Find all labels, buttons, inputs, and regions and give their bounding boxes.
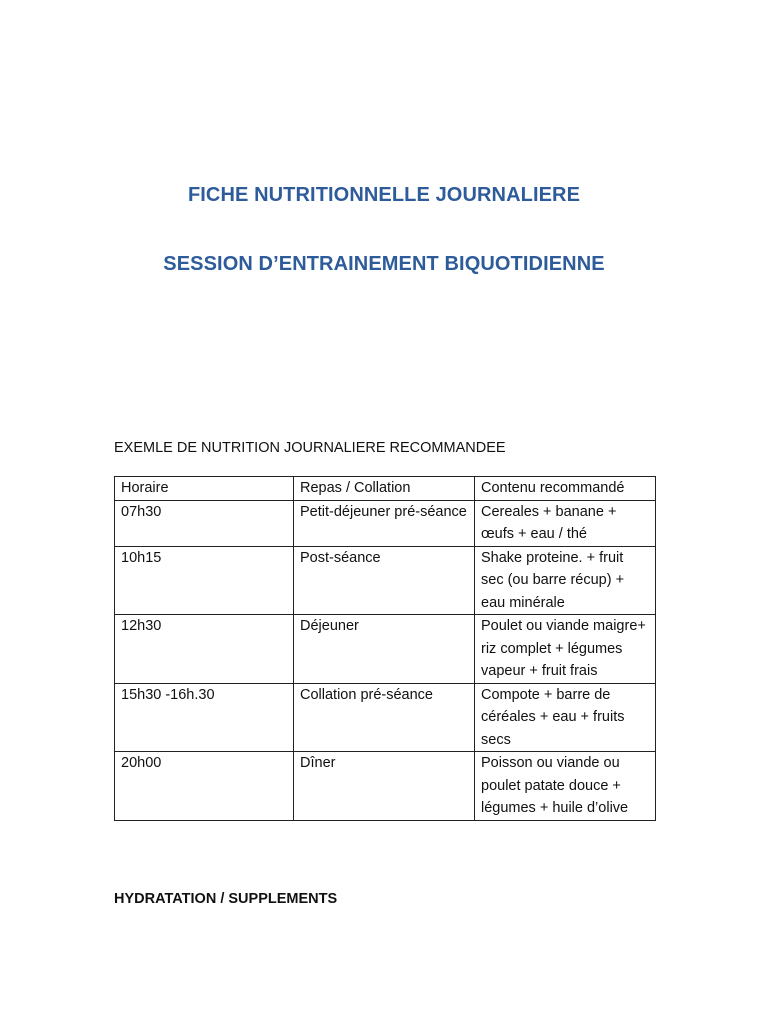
cell-contenu: Compote + barre de céréales + eau + fruits secs: [475, 683, 656, 752]
cell-horaire: 20h00: [115, 752, 294, 821]
cell-repas: Dîner: [294, 752, 475, 821]
nutrition-table: [114, 476, 656, 821]
cell-repas: Petit-déjeuner pré-séance: [294, 500, 475, 546]
header-contenu: Contenu recommandé: [475, 477, 656, 501]
header-horaire: Horaire: [115, 477, 294, 501]
section-label: EXEMLE DE NUTRITION JOURNALIERE RECOMMANDEE: [114, 440, 506, 456]
cell-repas: Déjeuner: [294, 615, 475, 684]
cell-horaire: 12h30: [115, 615, 294, 684]
cell-contenu: Poisson ou viande ou poulet patate douce + légumes + huile d’olive: [475, 752, 656, 821]
table-row: [115, 752, 656, 821]
table-row: [115, 683, 656, 752]
cell-contenu: Shake proteine. + fruit sec (ou barre récup) + eau minérale: [475, 546, 656, 615]
cell-repas: Post-séance: [294, 546, 475, 615]
hydration-heading: HYDRATATION / SUPPLEMENTS: [114, 891, 338, 907]
header-repas: Repas / Collation: [294, 477, 475, 501]
cell-horaire: 10h15: [115, 546, 294, 615]
table-row: [115, 500, 656, 546]
cell-contenu: Cereales + banane + œufs + eau / thé: [475, 500, 656, 546]
cell-repas: Collation pré-séance: [294, 683, 475, 752]
table-row: [115, 546, 656, 615]
table-header-row: [115, 477, 656, 501]
document-subtitle: SESSION D’ENTRAINEMENT BIQUOTIDIENNE: [163, 253, 605, 275]
table-row: [115, 615, 656, 684]
cell-contenu: Poulet ou viande maigre+ riz complet + légumes vapeur + fruit frais: [475, 615, 656, 684]
cell-horaire: 15h30 -16h.30: [115, 683, 294, 752]
document-title: FICHE NUTRITIONNELLE JOURNALIERE: [187, 184, 581, 206]
cell-horaire: 07h30: [115, 500, 294, 546]
